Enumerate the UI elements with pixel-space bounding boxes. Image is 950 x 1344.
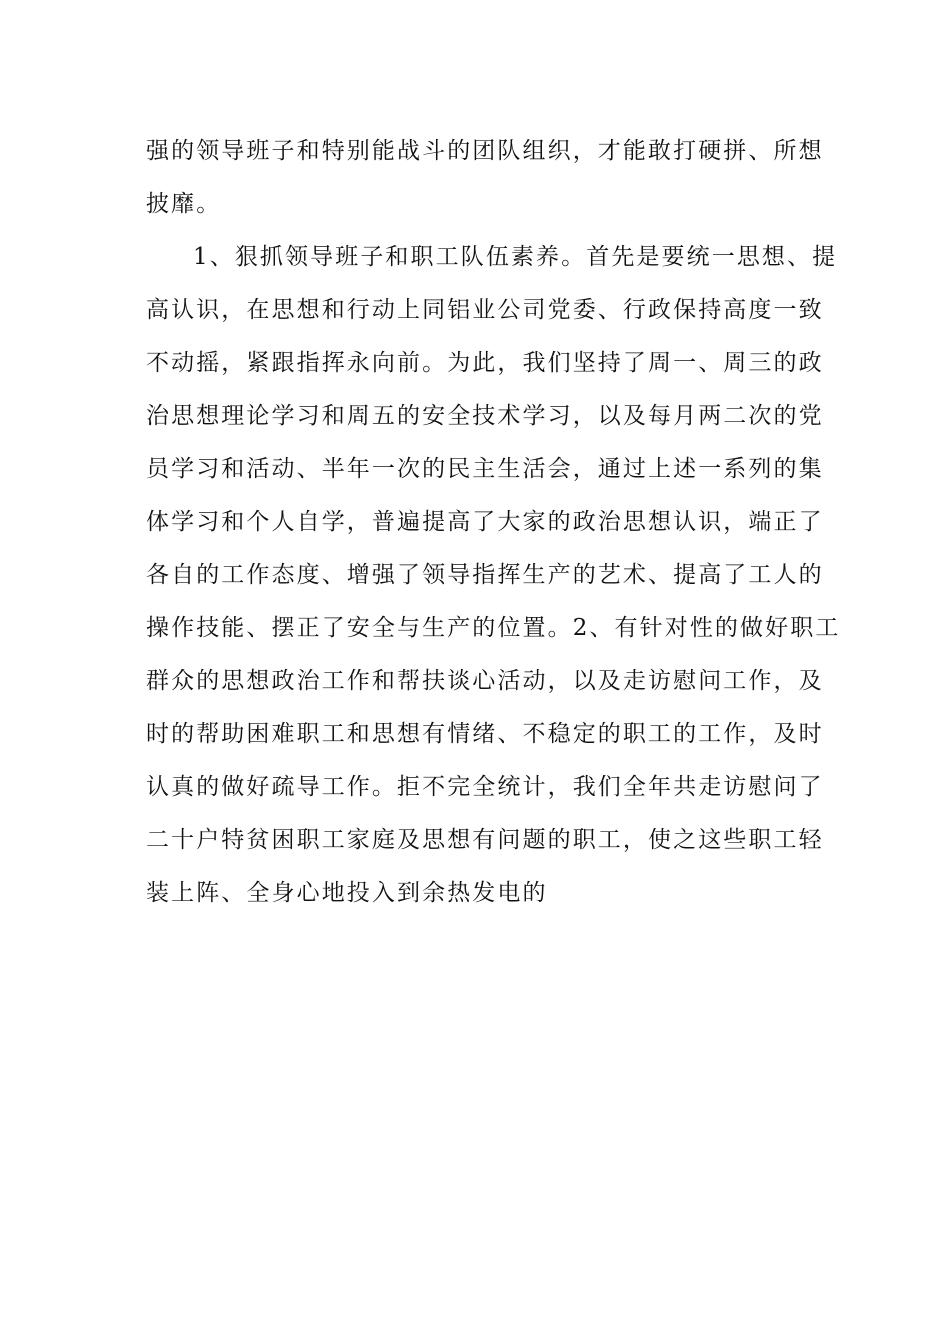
body-text <box>146 129 841 924</box>
text-line: 高认识，在思想和行动上同铝业公司党委、行政保持高度一致 <box>146 297 824 323</box>
text-line: 二十户特贫困职工家庭及思想有问题的职工，使之这些职工轻 <box>146 827 824 853</box>
text-line: 认真的做好疏导工作。拒不完全统计，我们全年共走访慰问了 <box>146 774 824 800</box>
text-line: 1、狠抓领导班子和职工队伍素养。首先是要统一思想、提 <box>193 244 838 270</box>
text-line: 治思想理论学习和周五的安全技术学习，以及每月两二次的党 <box>146 403 824 429</box>
text-line: 披靡。 <box>146 191 222 217</box>
text-line: 员学习和活动、半年一次的民主生活会，通过上述一系列的集 <box>146 456 824 482</box>
text-line: 强的领导班子和特别能战斗的团队组织，才能敢打硬拼、所想 <box>146 138 824 164</box>
text-line: 体学习和个人自学，普遍提高了大家的政治思想认识，端正了 <box>146 509 824 535</box>
text-line: 群众的思想政治工作和帮扶谈心活动，以及走访慰问工作，及 <box>146 668 824 694</box>
text-line: 装上阵、全身心地投入到余热发电的 <box>146 880 548 906</box>
text-line: 时的帮助困难职工和思想有情绪、不稳定的职工的工作，及时 <box>146 721 824 747</box>
text-line: 不动摇，紧跟指挥永向前。为此，我们坚持了周一、周三的政 <box>146 350 824 376</box>
text-line: 各自的工作态度、增强了领导指挥生产的艺术、提高了工人的 <box>146 562 824 588</box>
text-line: 操作技能、摆正了安全与生产的位置。2、有针对性的做好职工 <box>146 615 841 641</box>
